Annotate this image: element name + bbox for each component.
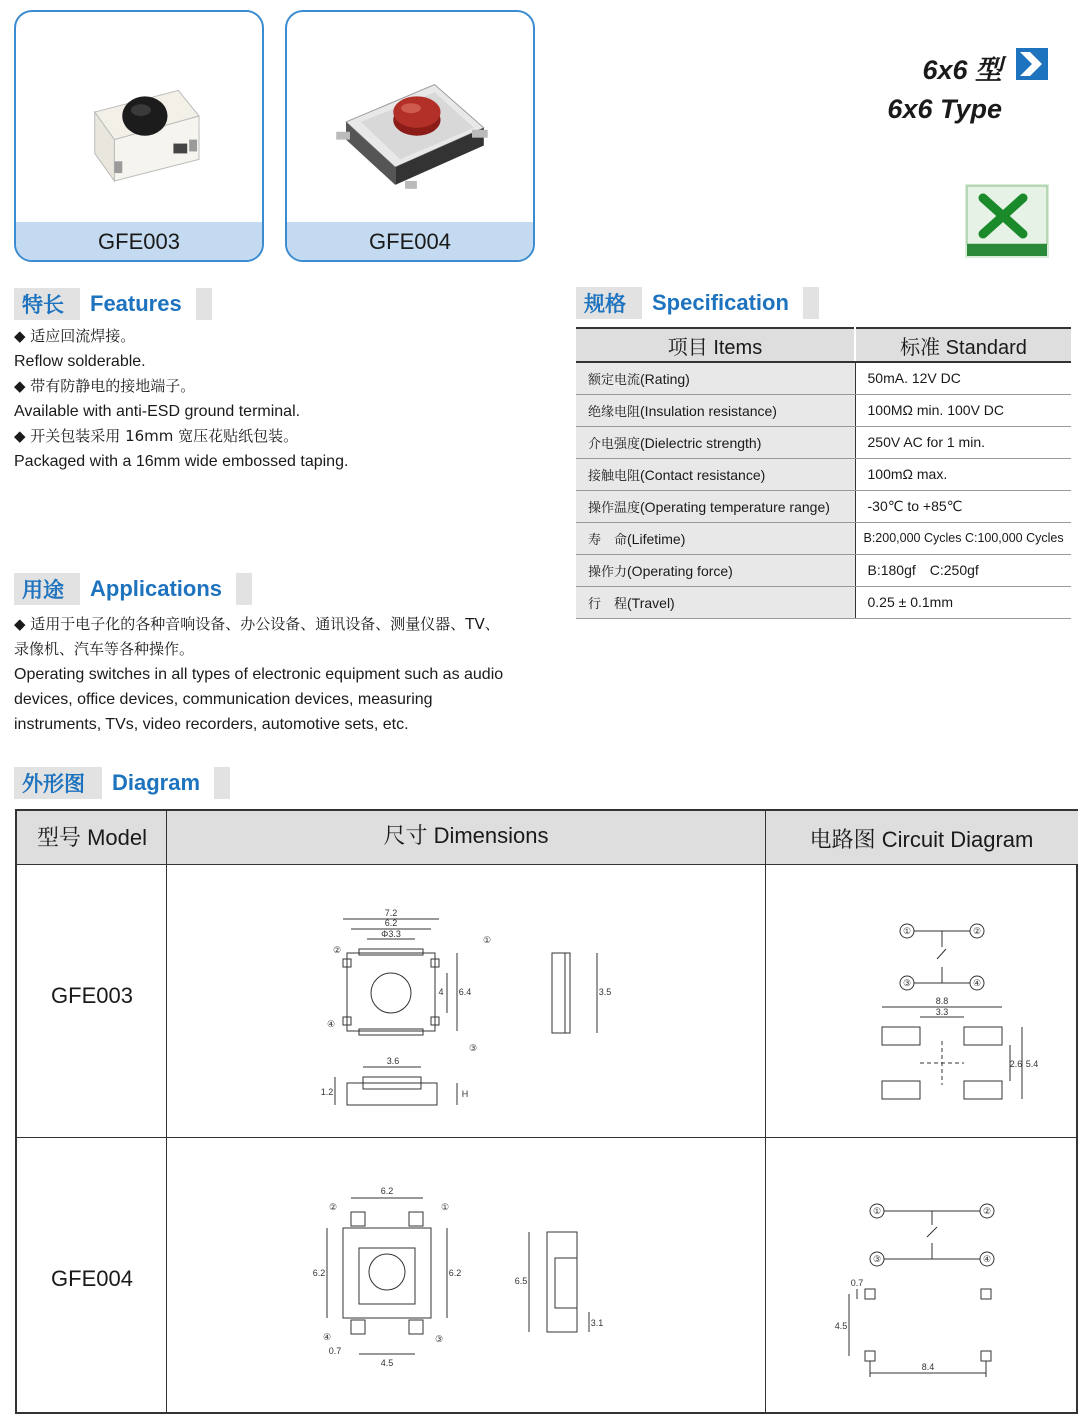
dim-label: 3.3 <box>935 1007 949 1017</box>
spec-value: 100MΩ min. 100V DC <box>855 394 1071 426</box>
spec-value: 0.25 ± 0.1mm <box>855 586 1071 618</box>
switch-photo-gfe003 <box>16 12 262 222</box>
features-list <box>14 324 348 474</box>
dim-label: 8.8 <box>935 996 949 1006</box>
dim-label: 5.4 <box>1025 1059 1039 1069</box>
switch-photo-gfe004 <box>287 12 533 222</box>
dim-label: 1.2 <box>320 1087 334 1097</box>
diagram-header <box>14 767 230 799</box>
features-header <box>14 288 212 320</box>
pin-label: ② <box>982 1206 992 1216</box>
pin-label: ③ <box>434 1334 444 1344</box>
spec-item-en: (Travel) <box>627 594 675 611</box>
spec-item <box>576 554 855 586</box>
dim-label: 8.4 <box>921 1362 935 1372</box>
applications-header-en: Applications <box>80 573 236 605</box>
applications-text <box>14 612 503 737</box>
spec-item <box>576 586 855 618</box>
pin-label: ④ <box>982 1254 992 1264</box>
dim-label: 6.2 <box>380 1186 394 1196</box>
col-dimensions: 尺寸 Dimensions <box>167 811 765 865</box>
dim-label: Φ3.3 <box>381 929 401 939</box>
dim-label: 7.2 <box>384 908 398 918</box>
feature-item-en: Available with anti-ESD ground terminal. <box>14 403 301 420</box>
specification-table <box>576 327 1071 619</box>
spec-row <box>576 490 1071 522</box>
dim-label: 3.1 <box>590 1318 604 1328</box>
spec-value: B:200,000 Cycles C:100,000 Cycles <box>855 522 1071 554</box>
spec-item <box>576 458 855 490</box>
spec-row <box>576 554 1071 586</box>
spec-item-cn: 额定电流 <box>588 372 641 388</box>
spec-item-en: (Insulation resistance) <box>640 402 777 419</box>
pin-label: ② <box>332 945 342 955</box>
dim-label: 6.5 <box>514 1276 528 1286</box>
applications-header-cn: 用途 <box>22 578 64 602</box>
spec-item <box>576 394 855 426</box>
pin-label: ① <box>902 926 912 936</box>
pin-label: ① <box>482 935 492 945</box>
rohs-logo-icon <box>965 184 1049 258</box>
spec-item-cn: 行 程 <box>588 596 628 612</box>
dim-label: 6.2 <box>384 918 398 928</box>
feature-item-cn: ◆ 适应回流焊接。 <box>14 327 136 345</box>
specification-header-cn: 规格 <box>584 292 626 316</box>
spec-item-cn: 寿 命 <box>588 532 628 548</box>
dim-label: 3.6 <box>386 1056 400 1066</box>
model-gfe003: GFE003 <box>51 983 133 1008</box>
pin-label: ① <box>872 1206 882 1216</box>
product-card-gfe004 <box>285 10 535 262</box>
spec-item-en: (Contact resistance) <box>640 466 766 483</box>
pin-label: ② <box>972 926 982 936</box>
col-standard: 标准 Standard <box>855 328 1071 362</box>
dim-label: 4 <box>438 987 444 997</box>
dim-label: 0.7 <box>850 1278 864 1288</box>
col-items: 项目 Items <box>576 328 855 362</box>
diagram-header-en: Diagram <box>102 767 214 799</box>
pin-label: ② <box>328 1202 338 1212</box>
spec-value: B:180gf C:250gf <box>855 554 1071 586</box>
spec-item <box>576 362 855 394</box>
spec-row <box>576 362 1071 394</box>
col-circuit: 电路图 Circuit Diagram <box>765 811 1078 865</box>
spec-item <box>576 522 855 554</box>
dim-label: 2.6 <box>1009 1059 1023 1069</box>
spec-row <box>576 458 1071 490</box>
specification-header-en: Specification <box>642 287 803 319</box>
dimension-drawing-gfe003 <box>307 901 617 1121</box>
features-header-en: Features <box>80 288 196 320</box>
model-gfe004: GFE004 <box>51 1266 133 1291</box>
applications-cn-line: ◆ 适用于电子化的各种音响设备、办公设备、通讯设备、测量仪器、TV、 <box>14 615 500 633</box>
dim-label: 6.2 <box>312 1268 326 1278</box>
applications-en-line: devices, office devices, communication devices, measuring <box>14 691 433 708</box>
diagram-header-cn: 外形图 <box>22 772 85 796</box>
product-card-gfe003 <box>14 10 264 262</box>
product-code: GFE003 <box>16 222 262 260</box>
spec-value: -30℃ to +85℃ <box>855 490 1071 522</box>
spec-value: 100mΩ max. <box>855 458 1071 490</box>
arrow-right-icon <box>1016 48 1048 80</box>
dim-label: 3.5 <box>598 987 612 997</box>
feature-item-cn: ◆ 开关包装采用 16mm 宽压花贴纸包装。 <box>14 427 299 445</box>
spec-item-en: (Rating) <box>640 370 690 387</box>
spec-row <box>576 394 1071 426</box>
pin-label: ④ <box>326 1019 336 1029</box>
spec-row <box>576 522 1071 554</box>
spec-item-cn: 操作温度 <box>588 500 641 516</box>
feature-item-en: Packaged with a 16mm wide embossed taping. <box>14 453 349 470</box>
type-title-en: 6x6 Type <box>887 94 1002 124</box>
spec-item-en: (Operating temperature range) <box>640 498 830 515</box>
dim-label: 0.7 <box>328 1346 342 1356</box>
feature-item-en: Reflow solderable. <box>14 353 146 370</box>
dim-label: 4.5 <box>380 1358 394 1368</box>
pin-label: ③ <box>872 1254 882 1264</box>
features-header-cn: 特长 <box>22 293 64 317</box>
product-code: GFE004 <box>287 222 533 260</box>
type-title-cn: 6x6 型 <box>922 55 1002 85</box>
spec-value: 250V AC for 1 min. <box>855 426 1071 458</box>
spec-item <box>576 490 855 522</box>
dimension-drawing-gfe004 <box>297 1176 607 1406</box>
spec-item <box>576 426 855 458</box>
pin-label: ③ <box>468 1043 478 1053</box>
spec-item-en: (Lifetime) <box>627 530 686 547</box>
spec-row <box>576 426 1071 458</box>
applications-header <box>14 573 252 605</box>
feature-item-cn: ◆ 带有防静电的接地端子。 <box>14 377 196 395</box>
dim-label: 6.2 <box>448 1268 462 1278</box>
spec-item-cn: 介电强度 <box>588 436 641 452</box>
diagram-table <box>15 809 1078 1414</box>
spec-item-en: (Operating force) <box>627 562 733 579</box>
dim-label: 4.5 <box>834 1321 848 1331</box>
spec-item-cn: 接触电阻 <box>588 468 641 484</box>
spec-row <box>576 586 1071 618</box>
applications-en-line: instruments, TVs, video recorders, automotive sets, etc. <box>14 716 409 733</box>
col-model: 型号 Model <box>17 811 167 865</box>
pin-label: ③ <box>902 978 912 988</box>
dim-label: 6.4 <box>458 987 472 997</box>
applications-en-line: Operating switches in all types of electronic equipment such as audio <box>14 666 504 683</box>
pin-label: ④ <box>322 1332 332 1342</box>
applications-cn-line: 录像机、汽车等各种操作。 <box>14 640 195 658</box>
spec-item-cn: 操作力 <box>588 564 628 580</box>
pin-label: ① <box>440 1202 450 1212</box>
spec-item-en: (Dielectric strength) <box>640 434 762 451</box>
specification-header <box>576 287 819 319</box>
spec-item-cn: 绝缘电阻 <box>588 404 641 420</box>
pin-label: ④ <box>972 978 982 988</box>
circuit-diagram-gfe003 <box>872 911 1042 1116</box>
circuit-diagram-gfe004 <box>827 1191 1027 1391</box>
spec-value: 50mA. 12V DC <box>855 362 1071 394</box>
dim-label: H <box>461 1089 469 1099</box>
